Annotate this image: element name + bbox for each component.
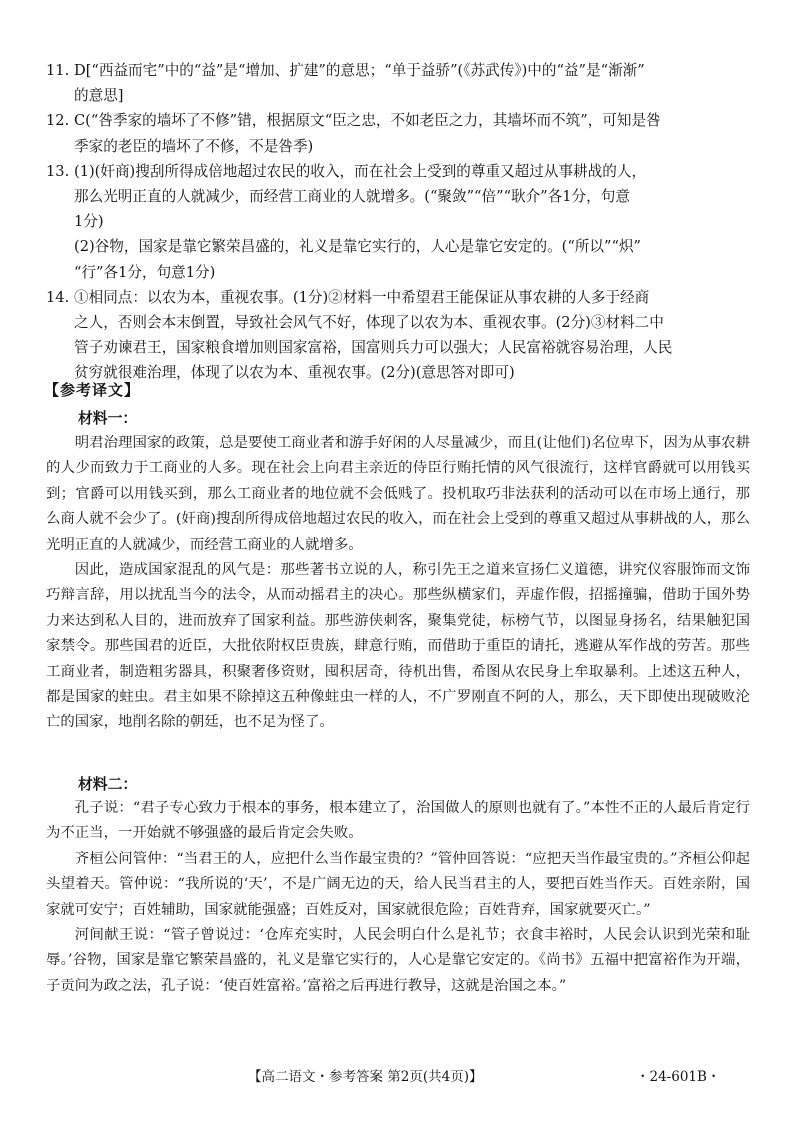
answer-line: 管子劝谏君王，国家粮食增加则国家富裕，国富则兵力可以强大；人民富裕就容易治理，人民: [74, 339, 673, 357]
answer-line: 贫穷就很难治理，体现了以农为本、重视农事。(2分)(意思答对即可): [74, 364, 515, 382]
page-footer: [0, 1063, 794, 1087]
answer-13: [46, 159, 750, 285]
material-2-translation: [46, 796, 750, 999]
footer-page-info: 【高二语文・参考答案 第2页(共4页)】: [248, 1069, 483, 1085]
translation-paragraph: 因此，造成国家混乱的风气是：那些著书立说的人，称引先王之道来宣扬仁义道德，讲究仪容服饰而文饰巧辩言辞，用以扰乱当今的法令，从而动摇君主的决心。那些纵横家们，弄虚作假，招摇撞骗，借助于国外势力来达到私人目的，进而放弃了国家利益。那些游侠刺客，聚集党徒，标榜气节，以图显身扬名，结果触犯国家禁令。那些国君的近臣，大批依附权臣贵族，肆意行贿，而借助于重臣的请托，逃避从军作战的劳苦。那些工商业者，制造粗劣器具，积聚奢侈资财，囤积居奇，待机出售，希图从农民身上牟取暴利。上述这五种人，都是国家的蛀虫。君主如果不除掉这五种像蛀虫一样的人，不广罗刚直不阿的人，那么，天下即使出现破败沦亡的国家，地削名除的朝廷，也不足为怪了。: [46, 562, 750, 731]
material-2-heading: 材料二：: [78, 776, 138, 793]
answer-line: (2)谷物，国家是靠它繁荣昌盛的，礼义是靠它实行的，人心是靠它安定的。(“所以”“炽”: [74, 238, 641, 256]
answer-number: 11.: [46, 62, 70, 79]
answer-list: [46, 58, 750, 386]
answer-14: [46, 285, 750, 386]
answer-line: C(“咎季家的墙坏了不修”错，根据原文“臣之忠，不如老臣之力，其墙坏而不筑”，可知是咎: [74, 112, 661, 130]
answer-line: “行”各1分，句意1分): [74, 263, 216, 281]
translation-paragraph: 孔子说：“君子专心致力于根本的事务，根本建立了，治国做人的原则也就有了。”本性不正的人最后肯定行为不正当，一开始就不够强盛的最后肯定会失败。: [46, 800, 750, 842]
answer-line: (1)(奸商)搜刮所得成倍地超过农民的收入，而在社会上受到的尊重又超过从事耕战的人，: [74, 162, 647, 180]
answer-line: 之人，否则会本末倒置，导致社会风气不好，体现了以农为本、重视农事。(2分)③材料二中: [74, 314, 664, 332]
answer-line: D[“西益而宅”中的“益”是“增加、扩建”的意思；“单于益骄”(《苏武传》)中的“益”是“渐渐”: [74, 62, 645, 79]
answer-line: 那么光明正直的人就减少，而经营工商业的人就增多。(“聚敛”“倍”“耿介”各1分，句意: [74, 188, 630, 206]
translation-paragraph: 明君治理国家的政策，总是要使工商业者和游手好闲的人尽量减少，而且(让他们)名位卑下，因为从事农耕的人少而致力于工商业的人多。现在社会上向君主亲近的侍臣行贿托情的风气很流行，这样官爵就可以用钱买到；官爵可以用钱买到，那么工商业者的地位就不会低贱了。投机取巧非法获利的活动可以在市场上通行，那么商人就不会少了。(奸商)搜刮所得成倍地超过农民的收入，而在社会上受到的尊重又超过从事耕战的人，那么光明正直的人就减少，而经营工商业的人就增多。: [46, 435, 750, 553]
answer-number: 13.: [46, 162, 70, 180]
reference-translation-heading: 【参考译文】: [44, 381, 141, 399]
material-1-translation: [46, 431, 750, 736]
translation-paragraph: 河间献王说：“管子曾说过：‘仓库充实时，人民会明白什么是礼节；衣食丰裕时，人民会认识到光荣和耻辱。’谷物，国家是靠它繁荣昌盛的，礼义是靠它实行的，人心是靠它安定的。《尚书》五福中把富裕作为开端，子贡问为政之法，孔子说：‘使百姓富裕。’富裕之后再进行教导，这就是治国之本。”: [46, 927, 750, 994]
answer-line: ①相同点：以农为本，重视农事。(1分)②材料一中希望君王能保证从事农耕的人多于经商: [74, 288, 650, 306]
material-1-heading: 材料一：: [78, 410, 138, 427]
translation-paragraph: 齐桓公问管仲：“当君王的人，应把什么当作最宝贵的？”管仲回答说：“应把天当作最宝贵的。”齐桓公仰起头望着天。管仲说：“我所说的‘天’，不是广阔无边的天，给人民当君主的人，要把百姓当作天。百姓亲附，国家就可安宁；百姓辅助，国家就能强盛；百姓反对，国家就很危险；百姓背弃，国家就要灭亡。”: [46, 850, 750, 918]
answer-number: 14.: [46, 288, 70, 306]
footer-exam-code: ・24-601B・: [636, 1069, 721, 1085]
answer-line: 季家的老臣的墙坏了不修，不是咎季): [74, 137, 314, 155]
answer-11: [46, 58, 750, 108]
answer-line: 1分): [74, 213, 104, 231]
answer-number: 12.: [46, 112, 70, 130]
answer-12: [46, 108, 750, 158]
answer-line: 的意思]: [74, 87, 124, 105]
